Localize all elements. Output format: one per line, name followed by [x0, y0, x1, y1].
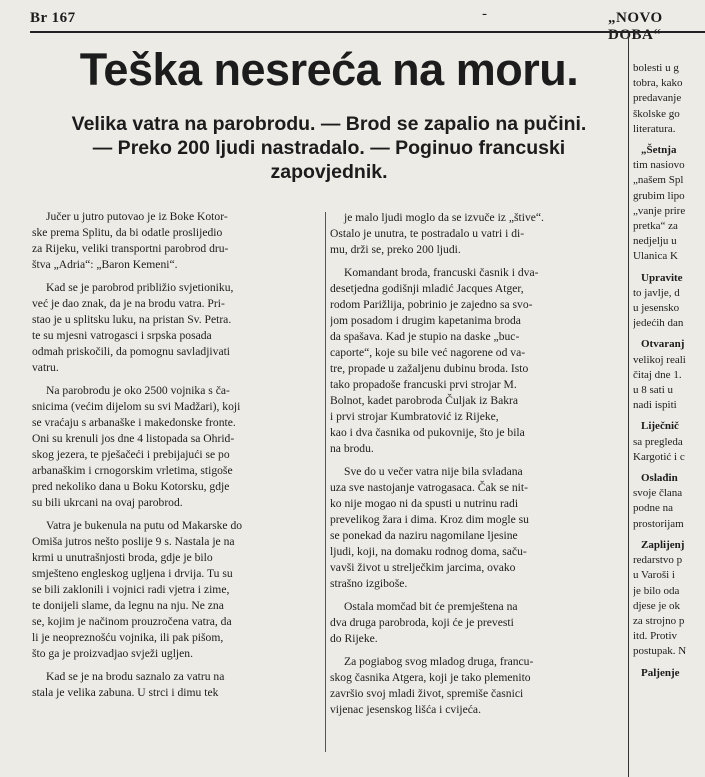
text-line: tako propadoše francuski prvi strojar M.: [330, 378, 517, 391]
article-column-2: [330, 210, 623, 725]
text-line: tre, propade u zažaljenu dubinu broda. Isto: [330, 362, 529, 375]
sidebar-line: postupak. N: [633, 645, 687, 658]
text-line: krmi u unutrašnjosti broda, gdje je bilo: [32, 551, 213, 564]
sidebar-line: pretka“ za: [633, 220, 678, 233]
page-header: [30, 6, 705, 43]
sidebar-line: Oslađin: [641, 472, 678, 485]
sidebar-snippet: [633, 419, 705, 471]
sidebar-line: školske go: [633, 107, 680, 120]
article-column-1: [32, 209, 320, 708]
sidebar-snippet: [633, 538, 705, 666]
sidebar-line: grubim lipo: [633, 189, 685, 202]
sidebar-line: redarstvo p: [633, 554, 683, 567]
sidebar-line: „našem Spl: [633, 174, 684, 187]
text-line: strašno izgiboše.: [330, 577, 408, 590]
paragraph: [330, 599, 623, 647]
text-line: i prvi strojar Kumbratović iz Rijeke,: [330, 410, 499, 423]
sidebar-line: sa pregleda: [633, 435, 683, 448]
sidebar-line: itd. Protiv: [633, 630, 678, 643]
header-rule: [30, 31, 630, 33]
sidebar-line: Kargotić i c: [633, 450, 685, 463]
sidebar-line: „Šetnja: [641, 144, 677, 157]
sidebar-line: jedećih dan: [633, 317, 684, 330]
sidebar-line: za strojno p: [633, 614, 685, 627]
sidebar-snippet: [633, 471, 705, 538]
text-line: što ga je proizvadjao svježi ugljen.: [32, 647, 193, 660]
sidebar-line: „vanje prire: [633, 204, 686, 217]
text-line: Kad se je parobrod približio svjetioniku,: [46, 281, 234, 294]
text-line: ske prema Splitu, da bi odatle proslijedio: [32, 226, 223, 239]
paragraph: [330, 265, 623, 457]
header-rule-side: [630, 31, 705, 33]
sidebar-line: Otvaranj: [641, 338, 685, 351]
sidebar-line: velikoj reali: [633, 353, 686, 366]
sidebar-line: Liječnič: [641, 420, 679, 433]
text-line: kao i dva časnika od pukovnije, što je bila: [330, 426, 525, 439]
text-line: ko nije mogao ni da spusti u nutrinu radi: [330, 497, 519, 510]
text-line: vijenac jesenskog lišća i cvijeća.: [330, 703, 481, 716]
text-line: na brodu.: [330, 442, 374, 455]
subhead-line: zapovjednik.: [270, 161, 388, 183]
text-line: su bili ukrcani na ovaj parobrod.: [32, 496, 183, 509]
sidebar-line: je bilo oda: [633, 584, 680, 597]
text-line: Za pogiabog svog mladog druga, francu-: [344, 655, 534, 668]
text-line: Jučer u jutro putovao je iz Boke Kotor-: [46, 210, 228, 223]
text-line: je malo ljudi moglo da se izvuče iz „štive“.: [344, 211, 544, 224]
text-line: štva „Adria“: „Baron Kemeni“.: [32, 258, 178, 271]
sidebar-snippet: [633, 337, 705, 419]
text-line: uza sve nastojanje vatrogasaca. Čak se nit-: [330, 481, 528, 494]
sidebar-line: u Varoši i: [633, 569, 675, 582]
text-line: Ostala momčad bit će premještena na: [344, 600, 518, 613]
paragraph: [330, 464, 623, 592]
sidebar-line: tobra, kako: [633, 77, 683, 90]
issue-number: Br 167: [30, 10, 76, 26]
text-line: se vraćaju s arbanaške i makedonske fronte.: [32, 416, 236, 429]
sidebar-line: u 8 sati u: [633, 384, 674, 397]
sidebar-line: literatura.: [633, 122, 676, 135]
subhead-line: — Preko 200 ljudi nastradalo. — Poginuo francuski: [92, 137, 566, 159]
text-line: Kad se je na brodu saznalo za vatru na: [46, 670, 225, 683]
sidebar-line: djese je ok: [633, 599, 681, 612]
text-line: li je neopreznošću vojnika, ili pak pišom,: [32, 631, 224, 644]
text-line: Bolnot, kadet parobroda Čuljak iz Bakra: [330, 394, 519, 407]
text-line: se bili zaklonili i vojnici radi vjetra i zime,: [32, 583, 230, 596]
text-line: te donijeli slame, da legnu na nju. Ne zna: [32, 599, 224, 612]
sidebar-snippet: [633, 143, 705, 271]
sidebar-line: to javlje, d: [633, 286, 680, 299]
text-line: se ponekad da naziru nagomilane ljesine: [330, 529, 518, 542]
text-line: smješteno engleskog ugljena i drvija. Tu su: [32, 567, 233, 580]
column-divider-side: [628, 33, 629, 777]
header-dash: -: [482, 6, 487, 22]
text-line: desetjedna godišnji mladić Jacques Atger,: [330, 282, 524, 295]
text-line: se, kojim je načinom prouzročena vatra, da: [32, 615, 232, 628]
text-line: te su mjesni vatrogasci i srpska posada: [32, 329, 212, 342]
text-line: već je dao znak, da je na brodu vatra. Pri-: [32, 297, 225, 310]
sidebar-line: bolesti u g: [633, 62, 679, 74]
sidebar-line: Zaplijenj: [641, 538, 685, 551]
text-line: Omiša jutros nešto poslije 9 s. Nastala je na: [32, 535, 235, 548]
paragraph: [32, 669, 320, 701]
text-line: ljudi, koji, na domaku rodnog doma, saču-: [330, 545, 527, 558]
sidebar-column: [633, 61, 705, 687]
sidebar-line: nadi ispiti: [633, 399, 677, 412]
paragraph: [32, 280, 320, 376]
sidebar-line: Paljenje: [641, 666, 680, 679]
article-headline: Teška nesreća na moru.: [79, 44, 579, 95]
text-line: rodom Parižlija, pobrinio je zajedno sa svo-: [330, 298, 533, 311]
sidebar-snippet: [633, 666, 705, 687]
text-line: snicima (većim dijelom su svi Madžari), koji: [32, 400, 241, 413]
text-line: do Rijeke.: [330, 632, 378, 645]
text-line: da spašava. Kad je stupio na daske „buc-: [330, 330, 520, 343]
text-line: Vatra je bukenula na putu od Makarske do: [46, 519, 243, 532]
sidebar-line: Upravite: [641, 271, 683, 284]
sidebar-line: podne na: [633, 502, 674, 515]
text-line: stao je u splitsku luku, na pristan Sv. Petra.: [32, 313, 232, 326]
text-line: za Rijeku, veliki transportni parobrod dru-: [32, 242, 229, 255]
sidebar-line: čitaj dne 1.: [633, 368, 682, 381]
text-line: Sve do u večer vatra nije bila svladana: [344, 465, 523, 478]
subhead-line: Velika vatra na parobrodu. — Brod se zapalio na pučini.: [71, 113, 587, 135]
paragraph: [32, 209, 320, 273]
text-line: skog jezera, te pješačeći i prebijajući se po: [32, 448, 230, 461]
sidebar-line: nedjelju u: [633, 235, 677, 248]
text-line: vatru.: [32, 361, 59, 374]
sidebar-line: predavanje: [633, 92, 682, 105]
text-line: arbanaškim i crnogorskim vrletima, stigoše: [32, 464, 233, 477]
sidebar-line: u jesensko: [633, 302, 680, 315]
sidebar-line: Ulanica K: [633, 250, 678, 263]
newspaper-name: „NOVO DOBA“: [608, 10, 663, 43]
sidebar-line: svoje člana: [633, 487, 683, 500]
text-line: vavši život u strelječkim jarcima, ovako: [330, 561, 516, 574]
text-line: mu, drži se, preko 200 ljudi.: [330, 243, 461, 256]
paragraph: [330, 210, 623, 258]
sidebar-snippet: [633, 271, 705, 338]
text-line: prevelikog žara i dima. Kroz dim mogle su: [330, 513, 529, 526]
text-line: završio svoj mladi život, spremiše časnici: [330, 687, 524, 700]
paragraph: [330, 654, 623, 718]
text-line: jom posadom i drugim kapetanima broda: [330, 314, 521, 327]
text-line: skog časnika Atgera, koji je tako plemenito: [330, 671, 531, 684]
text-line: pred nekoliko dana u Boku Kotorsku, gdje: [32, 480, 230, 493]
text-line: dva druga parobroda, koji će je prevesti: [330, 616, 514, 629]
paragraph: [32, 518, 320, 662]
sidebar-line: tim nasiovo: [633, 159, 685, 172]
text-line: Oni su krenuli jos dne 4 listopada sa Ohrid-: [32, 432, 235, 445]
text-line: Na parobrodu je oko 2500 vojnika s ča-: [46, 384, 230, 397]
column-divider: [325, 212, 326, 752]
sidebar-snippet: [633, 61, 705, 143]
text-line: Ostalo je unutra, te postradalo u vatri i di-: [330, 227, 525, 240]
text-line: caporte“, koje su bile već nagorene od va-: [330, 346, 526, 359]
sidebar-line: prostorijam: [633, 517, 684, 530]
paragraph: [32, 383, 320, 511]
text-line: odmah priskočili, da pomognu savladjivati: [32, 345, 231, 358]
text-line: Komandant broda, francuski časnik i dva-: [344, 266, 539, 279]
article-subheadline: [30, 112, 628, 184]
text-line: stala je velika zabuna. U strci i dimu tek: [32, 686, 219, 699]
